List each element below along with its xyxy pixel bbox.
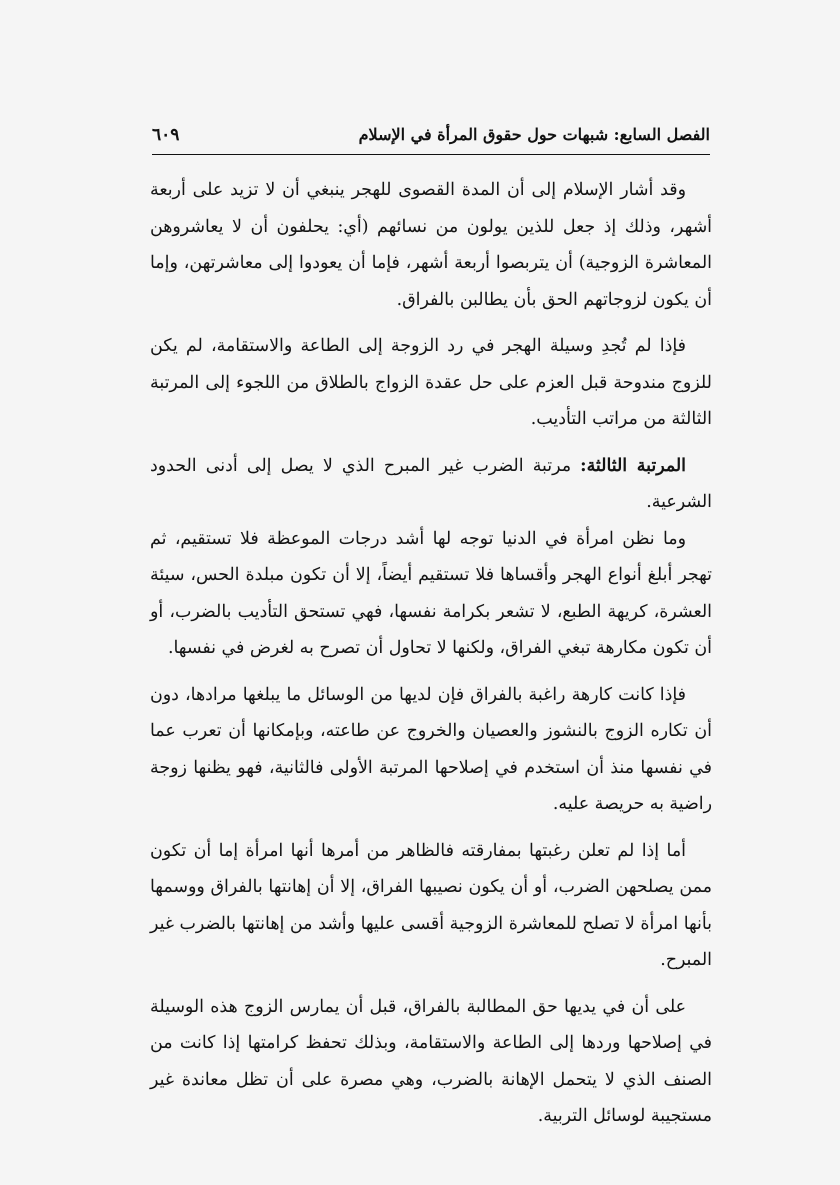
page-header (152, 122, 710, 155)
paragraph-text: أما إذا لم تعلن رغبتها بمفارقته فالظاهر من أمرها أنها امرأة إما أن تكون ممن يصلحهن الضرب، أو أن يكون نصيبها الفراق، إلا أن إهانتها بالفراق ووسمها بأنها امرأة لا تصلح للمعاشرة الزوجية أقسى عليها وأشد من إهانتها بالضرب غير المبرح. (150, 840, 712, 970)
paragraph-text: فإذا لم تُجدِ وسيلة الهجر في رد الزوجة إلى الطاعة والاستقامة، لم يكن للزوج مندوحة قبل العزم على حل عقدة الزواج بالطلاق من اللجوء إلى المرتبة الثالثة من مراتب التأديب. (150, 336, 712, 429)
running-title: الفصل السابع: شبهات حول حقوق المرأة في الإسلام (358, 125, 710, 144)
paragraph (150, 521, 712, 667)
paragraph-text: فإذا كانت كارهة راغبة بالفراق فإن لديها من الوسائل ما يبلغها مرادها، دون أن تكاره الزوج بالنشوز والعصيان والخروج عن طاعته، وبإمكانها أن تعرب عما في نفسها منذ أن استخدم في إصلاحها المرتبة الأولى فالثانية، فهو يظنها زوجة راضية به حريصة عليه. (150, 684, 712, 814)
paragraph (150, 989, 712, 1135)
page-number: ٦٠٩ (152, 125, 180, 145)
paragraph-text: مرتبة الضرب غير المبرح الذي لا يصل إلى أدنى الحدود الشرعية. (150, 455, 712, 512)
paragraph-text: على أن في يديها حق المطالبة بالفراق، قبل أن يمارس الزوج هذه الوسيلة في إصلاحها وردها إلى الطاعة والاستقامة، وبذلك تحفظ كرامتها إذا كانت من الصنف الذي لا يتحمل الإهانة بالضرب، وهي مصرة على أن تظل معاندة غير مستجيبة لوسائل التربية. (150, 996, 712, 1126)
paragraph-text: وقد أشار الإسلام إلى أن المدة القصوى للهجر ينبغي أن لا تزيد على أربعة أشهر، وذلك إذ جعل للذين يولون من نسائهم (أي: يحلفون أن لا يعاشروهن المعاشرة الزوجية) أن يتربصوا أربعة أشهر، فإما أن يعودوا إلى معاشرتهن، وإما أن يكون لزوجاتهم الحق بأن يطالبن بالفراق. (150, 180, 712, 310)
paragraph (150, 172, 712, 318)
body-text (150, 172, 712, 1145)
paragraph-text: وما نظن امرأة في الدنيا توجه لها أشد درجات الموعظة فلا تستقيم، ثم تهجر أبلغ أنواع الهجر وأقساها فلا تستقيم أيضاً، إلا أن تكون مبلدة الحس، سيئة العشرة، كريهة الطبع، لا تشعر بكرامة نفسها، فهي تستحق التأديب بالضرب، أو أن تكون مكارهة تبغي الفراق، ولكنها لا تحاول أن تصرح به لغرض في نفسها. (150, 528, 712, 658)
paragraph (150, 328, 712, 438)
paragraph (150, 677, 712, 823)
section-heading-paragraph (150, 448, 712, 521)
paragraph (150, 833, 712, 979)
section-lead: المرتبة الثالثة: (580, 455, 686, 476)
